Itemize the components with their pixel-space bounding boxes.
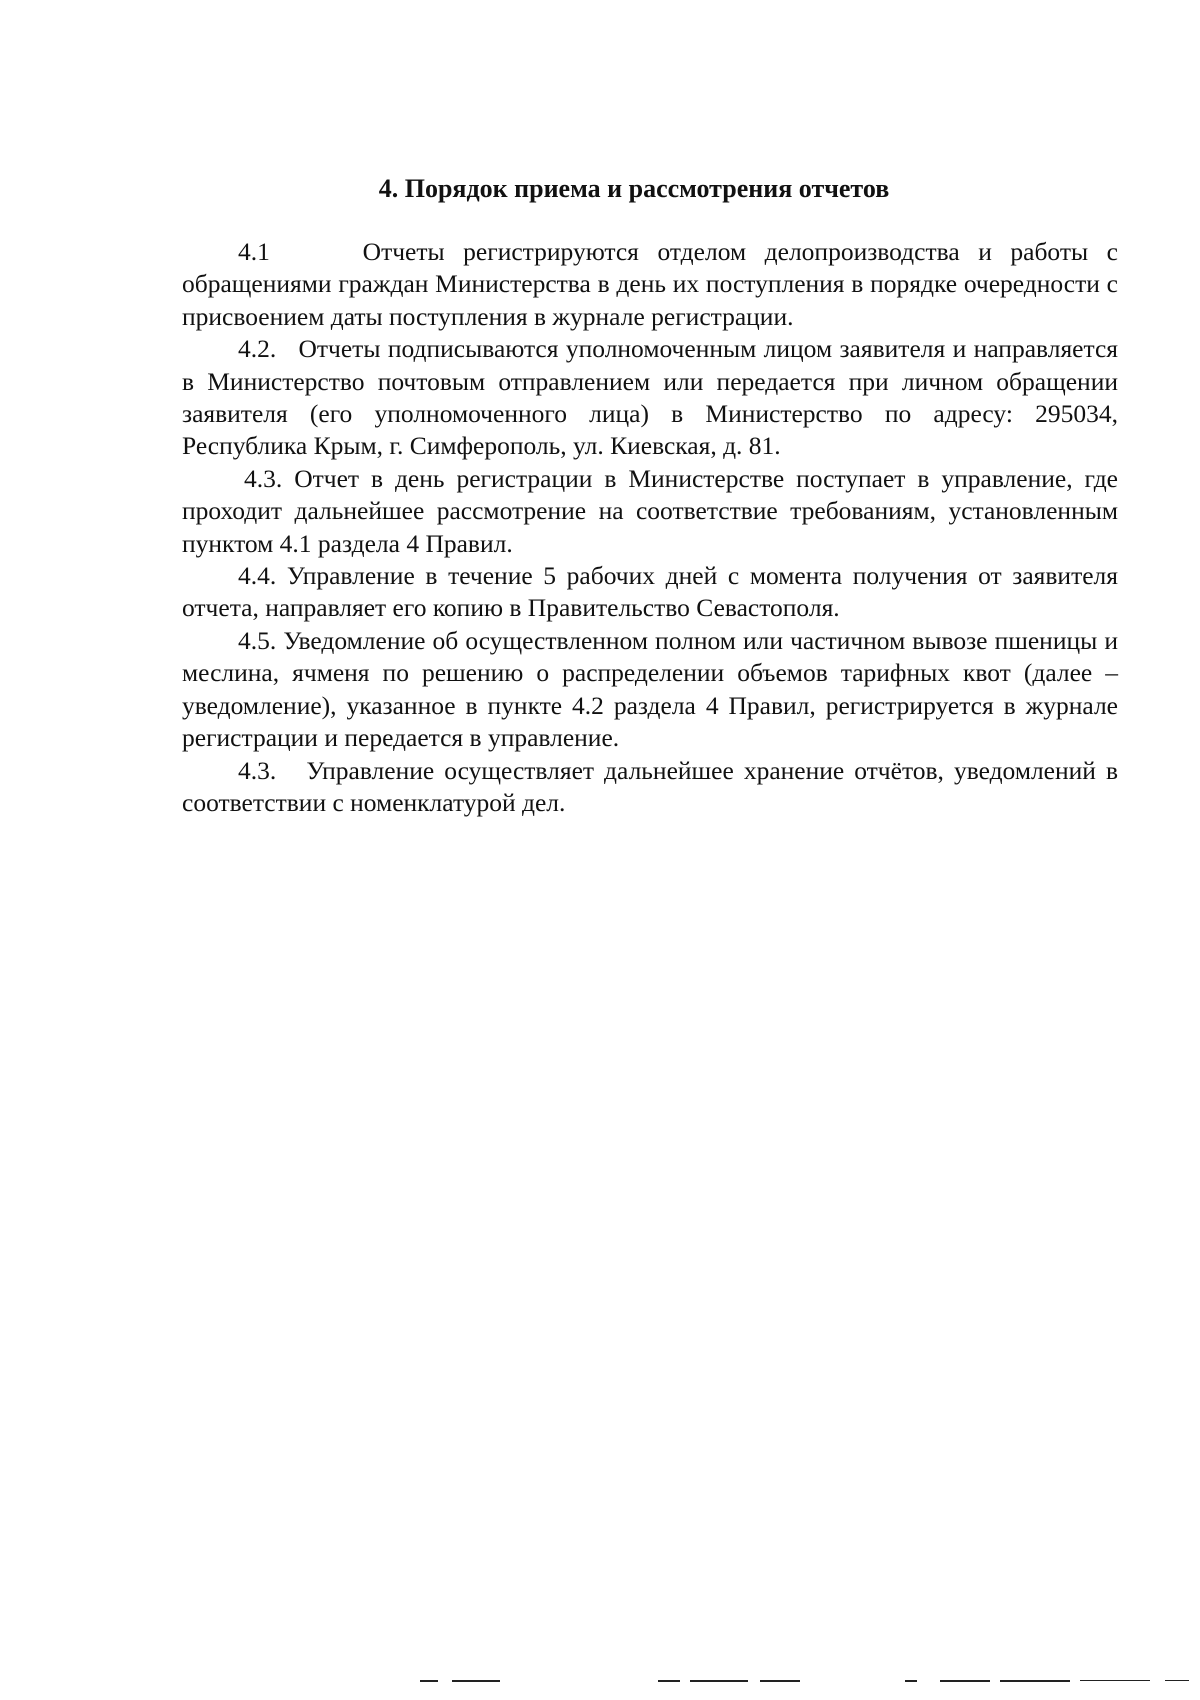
scan-artifact-lines <box>0 1680 1200 1690</box>
paragraph-4-4: 4.4. Управление в течение 5 рабочих дней с момента получения от заявителя отчета, направляет его копию в Правительство Севастополя. <box>182 561 1118 623</box>
scan-mark <box>658 1680 680 1682</box>
paragraph-4-3: 4.3. Отчет в день регистрации в Министерстве поступает в управление, где проходит дальнейшее рассмотрение на соответствие требованиям, установленным пунктом 4.1 раздела 4 Правил. <box>182 463 1118 558</box>
scan-mark <box>1000 1680 1070 1682</box>
scan-mark <box>1080 1680 1150 1681</box>
scan-mark <box>452 1680 500 1682</box>
scan-mark <box>690 1680 748 1682</box>
section-body <box>182 236 1118 819</box>
scan-mark <box>1165 1680 1189 1681</box>
scan-mark <box>760 1680 800 1682</box>
section-title: 4. Порядок приема и рассмотрения отчетов <box>378 174 890 203</box>
paragraph-4-5: 4.5. Уведомление об осуществленном полном или частичном вывозе пшеницы и меслина, ячменя по решению о распределении объемов тарифных квот (далее – уведомление), указанное в пункте 4.2 раздела 4 Правил, регистрируется в журнале регистрации и передается в управление. <box>182 625 1118 753</box>
scan-mark <box>420 1680 438 1682</box>
paragraph-4-2: 4.2. Отчеты подписываются уполномоченным лицом заявителя и направляется в Министерство почтовым отправлением или передается при личном обращении заявителя (его уполномоченного лица) в Министерство по адресу: 295034, Республика Крым, г. Симферополь, ул. Киевская, д. 81. <box>182 334 1118 461</box>
paragraph-4-1: 4.1 Отчеты регистрируются отделом делопроизводства и работы с обращениями граждан Министерства в день их поступления в порядке очередности с присвоением даты поступления в журнале регистрации. <box>182 237 1118 331</box>
paragraph-4-3-storage: 4.3. Управление осуществляет дальнейшее хранение отчётов, уведомлений в соответствии с номенклатурой дел. <box>182 755 1118 817</box>
scan-mark <box>905 1680 917 1682</box>
scan-mark <box>940 1680 990 1682</box>
